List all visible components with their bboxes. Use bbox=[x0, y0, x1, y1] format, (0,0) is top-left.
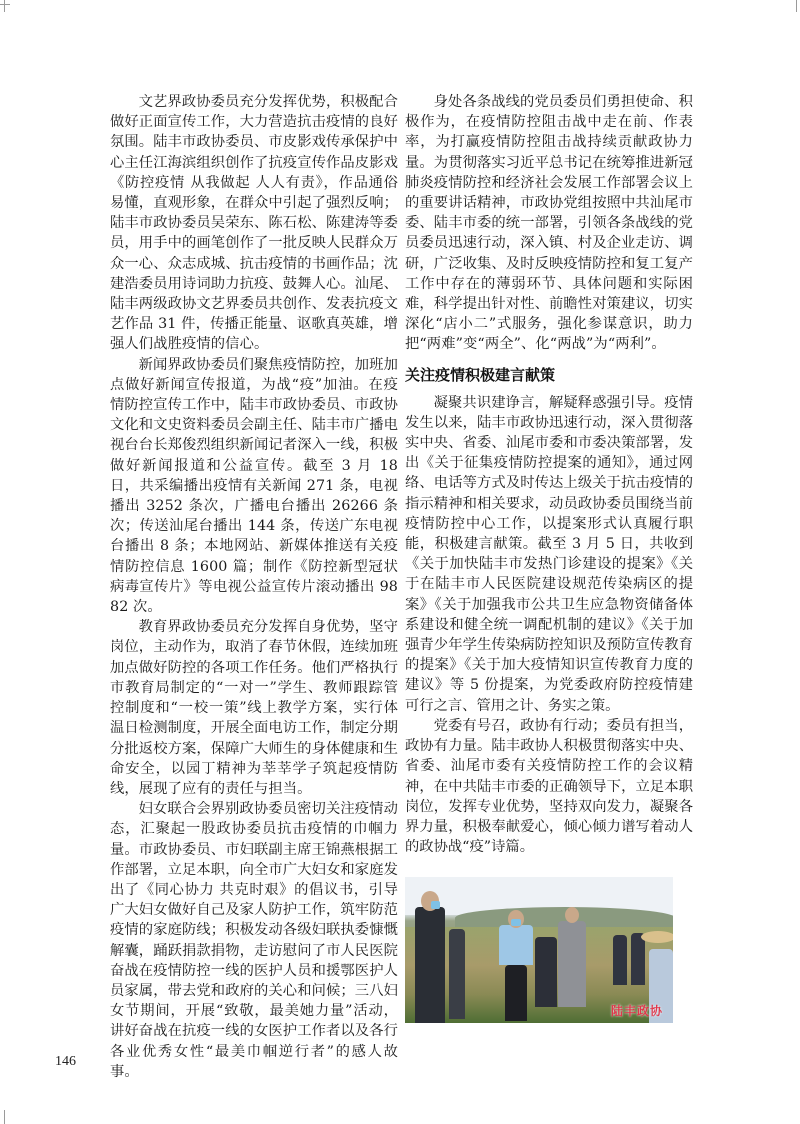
crop-mark-top-right bbox=[796, 0, 797, 12]
crop-mark-top-left-horizontal bbox=[0, 4, 10, 5]
photo-farmer-straw-hat bbox=[641, 931, 673, 943]
left-column bbox=[110, 92, 398, 1082]
photo-face-mask bbox=[431, 901, 440, 909]
paragraph-news-sector: 新闻界政协委员们聚焦疫情防控，加班加点做好新闻宣传报道，为战“疫”加油。在疫情防控宣传工作中，陆丰市政协委员、市政协文化和文史资料委员会副主任、陆丰市广播电视台台长郑俊烈组织新闻记者深入一线，积极做好新闻报道和公益宣传。截至 3 月 18 日，共采编播出疫情有关新闻 271 条，电视播出 3252 条次，广播电台播出 26266 条次；传送汕尾台播出 144 条，传送广东电视台播出 8 条；本地网站、新媒体推送有关疫情防控信息 1600 篇；制作《防控新型冠状病毒宣传片》等电视公益宣传片滚动播出 9882 次。 bbox=[110, 356, 398, 616]
field-inspection-photo bbox=[405, 877, 673, 1023]
photo-person-man-vest bbox=[415, 907, 445, 1023]
paragraph-party-members: 身处各条战线的党员委员们勇担使命、积极作为，在疫情防控阻击战中走在前、作表率，为打赢疫情防控阻击战持续贡献政协力量。为贯彻落实习近平总书记在统筹推进新冠肺炎疫情防控和经济社会发展工作部署会议上的重要讲话精神，市政协党组按照中共汕尾市委、陆丰市委的统一部署，引领各条战线的党员委员迅速行动，深入镇、村及企业走访、调研，广泛收集、及时反映疫情防控和复工复产工作中存在的薄弱环节、具体问题和实际困难，科学提出针对性、前瞻性对策建议，切实深化“店小二”式服务，强化参谋意识，助力把“两难”变“两全”、化“两战”为“两利”。 bbox=[405, 94, 693, 353]
paragraph-closing: 党委有号召，政协有行动；委员有担当，政协有力量。陆丰政协人积极贯彻落实中央、省委、汕尾市委有关疫情防控工作的会议精神，在中共陆丰市委的正确领导下，立足本职岗位，发挥专业优势，坚持双向发力，凝聚各界力量，积极奉献爱心，倾心倾力谱写着动人的政协战“疫”诗篇。 bbox=[405, 717, 693, 856]
paragraph-womens-federation: 妇女联合会界别政协委员密切关注疫情动态，汇聚起一股政协委员抗击疫情的巾帼力量。市政协委员、市妇联副主席王锦燕根据工作部署，立足本职，向全市广大妇女和家庭发出了《同心协力 共克时艰》的倡议书，引导广大妇女做好自己及家人防护工作，筑牢防范疫情的家庭防线；积极发动各级妇联执委慷慨解囊，踊跃捐款捐物，走访慰问了市人民医院奋战在疫情防控一线的医护人员和援鄂医护人员家属，带去党和政府的关心和问候；三八妇女节期间，开展“致敬，最美她力量”活动，讲好奋战在抗疫一线的女医护工作者以及各行各业优秀女性“最美巾帼逆行者”的感人故事。 bbox=[110, 801, 398, 1080]
photo-person-woman-trousers bbox=[505, 965, 527, 1021]
paragraph-arts-sector: 文艺界政协委员充分发挥优势，积极配合做好正面宣传工作，大力营造抗击疫情的良好氛围。陆丰市政协委员、市皮影戏传承保护中心主任江海滨组织创作了抗疫宣传作品皮影戏《防控疫情 从我做起 人人有责》，作品通俗易懂，直观形象，在群众中引起了强烈反响；陆丰市政协委员吴荣东、陈石松、陈建涛等委员，用手中的画笔创作了一批反映人民群众万众一心、众志成城、抗击疫情的书画作品；沈建浩委员用诗词助力抗疫、鼓舞人心。汕尾、陆丰两级政协文艺界委员共创作、发表抗疫文艺作品 31 件，传播正能量、讴歌真英雄，增强人们战胜疫情的信心。 bbox=[110, 94, 398, 353]
photo-watermark-calligraphy: 陆丰政协 bbox=[610, 1004, 663, 1019]
photo-face-mask bbox=[511, 919, 521, 926]
photo-person-woman-blue-jacket bbox=[499, 925, 533, 965]
section-heading: 关注疫情积极建言献策 bbox=[405, 365, 556, 384]
photo-person-second bbox=[449, 929, 465, 1019]
crop-mark-top-left-vertical bbox=[4, 0, 5, 12]
page-number: 146 bbox=[55, 1054, 76, 1069]
photo-person-dark-shirt bbox=[535, 937, 557, 1007]
photo-person-background-1 bbox=[613, 935, 627, 985]
photo-person-background-2 bbox=[631, 933, 645, 985]
paragraph-education-sector: 教育界政协委员充分发挥自身优势，坚守岗位，主动作为，取消了春节休假，连续加班加点做好防控的各项工作任务。他们严格执行市教育局制定的“一对一”学生、教师跟踪管控制度和“一校一策”线上教学方案，实行体温日检测制度，开展全面电访工作，制定分期分批返校方案，保障广大师生的身体健康和生命安全，以园丁精神为莘莘学子筑起疫情防线，展现了应有的责任与担当。 bbox=[110, 619, 398, 797]
photo-person-grey-blazer bbox=[558, 921, 586, 1007]
paragraph-proposals: 凝聚共识建诤言，解疑释惑强引导。疫情发生以来，陆丰市政协迅速行动，深入贯彻落实中央、省委、汕尾市委和市委决策部署，发出《关于征集疫情防控提案的通知》，通过网络、电话等方式及时传达上级关于抗击疫情的指示精神和相关要求，动员政协委员围绕当前疫情防控中心工作，以提案形式认真履行职能，积极建言献策。截至 3 月 5 日，共收到《关于加快陆丰市发热门诊建设的提案》《关于在陆丰市人民医院建设规范传染病区的提案》《关于加强我市公共卫生应急物资储备体系建设和健全统一调配机制的建议》《关于加强青少年学生传染病防控知识及预防宣传教育的提案》《关于加大疫情知识宣传教育力度的建议》等 5 份提案，为党委政府防控疫情建可行之言、管用之计、务实之策。 bbox=[405, 394, 693, 714]
crop-mark-bottom-left bbox=[4, 1110, 5, 1124]
right-column bbox=[405, 92, 693, 1023]
